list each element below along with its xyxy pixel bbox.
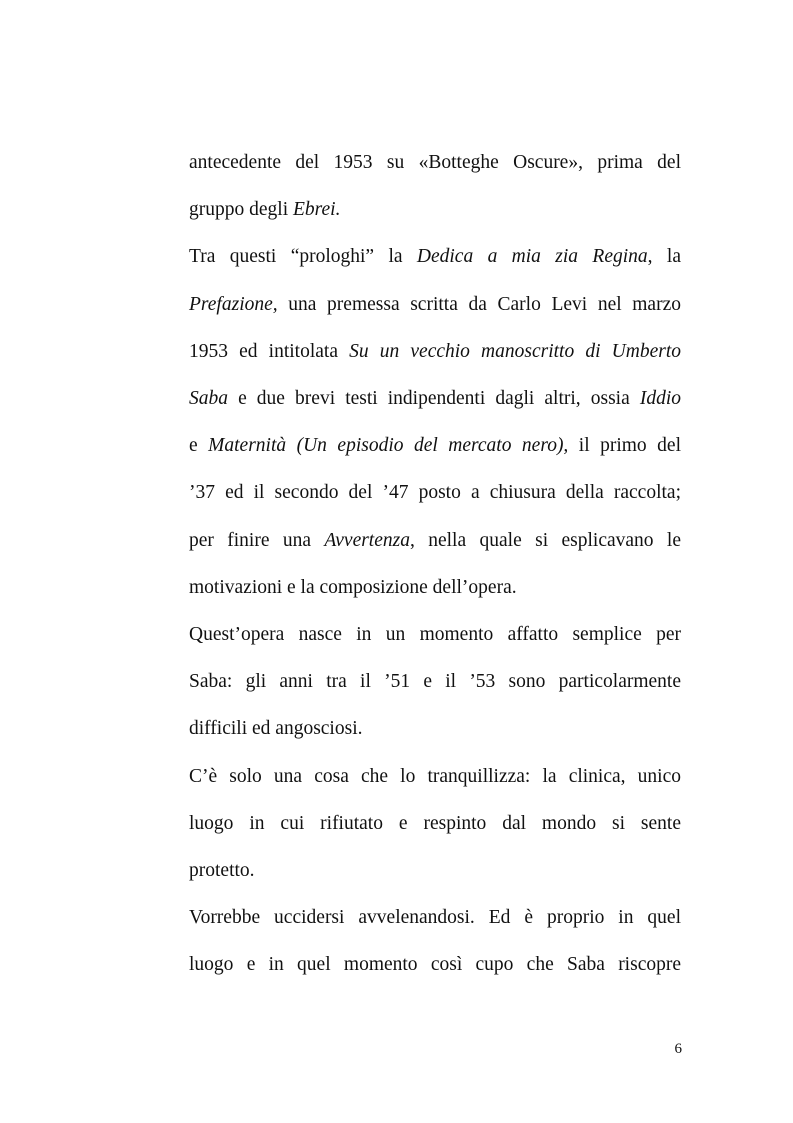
text-line [189,717,681,741]
text-run: il primo del [568,435,681,457]
text-line [189,151,681,175]
italic-text-run: Maternità (Un episodio del mercato nero), [208,435,569,457]
italic-text-run: Dedica a mia zia Regina [416,246,648,268]
text-line [189,670,681,694]
text-line [189,623,681,647]
text-run: , la [647,246,681,268]
text-run: 1953 ed intitolata [189,340,350,362]
page-number: 6 [674,1041,682,1057]
text-run: e due brevi testi indipendenti dagli altri, ossia [228,388,640,409]
text-run: motivazioni e la composizione dell’opera. [189,576,517,598]
text-line [189,529,681,553]
text-run: ’37 ed il secondo del ’47 posto a chiusura della raccolta; [189,482,681,504]
text-run: Saba: gli anni tra il ’51 e il ’53 sono particolarmente [189,671,681,693]
italic-text-run: Ebrei. [292,199,341,221]
italic-text-run: Prefazione, [189,293,278,315]
text-run: , nella quale si esplicavano le [409,529,681,551]
text-run: una premessa scritta da Carlo Levi nel marzo [277,293,681,315]
text-line [189,765,681,789]
text-run: protetto. [189,860,255,881]
italic-text-run: Saba [189,388,228,409]
text-line [189,198,681,222]
text-line [189,859,681,883]
text-line [189,434,681,458]
text-run: e [189,435,209,457]
text-run: luogo in cui rifiutato e respinto dal mondo si sente [189,812,681,834]
text-line [189,812,681,836]
text-line [189,576,681,600]
text-line [189,906,681,930]
text-run: luogo e in quel momento così cupo che Saba riscopre [189,954,681,976]
italic-text-run: Iddio [639,388,681,409]
text-line [189,481,681,505]
italic-text-run: Avvertenza [324,529,410,551]
text-run: Tra questi “prologhi” la [189,246,417,268]
text-line [189,293,681,317]
text-line [189,340,681,364]
text-line [189,387,681,411]
text-run: Vorrebbe uccidersi avvelenandosi. Ed è proprio in quel [189,907,681,929]
text-run: difficili ed angosciosi. [189,718,363,740]
italic-text-run: Su un vecchio manoscritto di Umberto [349,340,681,362]
text-run: Quest’opera nasce in un momento affatto semplice per [189,624,681,645]
text-run: per finire una [189,529,325,551]
text-run: gruppo degli [189,199,293,221]
text-run: C’è solo una cosa che lo tranquillizza: la clinica, unico [189,765,681,787]
text-line [189,953,681,977]
text-run: antecedente del 1953 su «Botteghe Oscure», prima del [189,152,681,173]
text-line [189,245,681,269]
